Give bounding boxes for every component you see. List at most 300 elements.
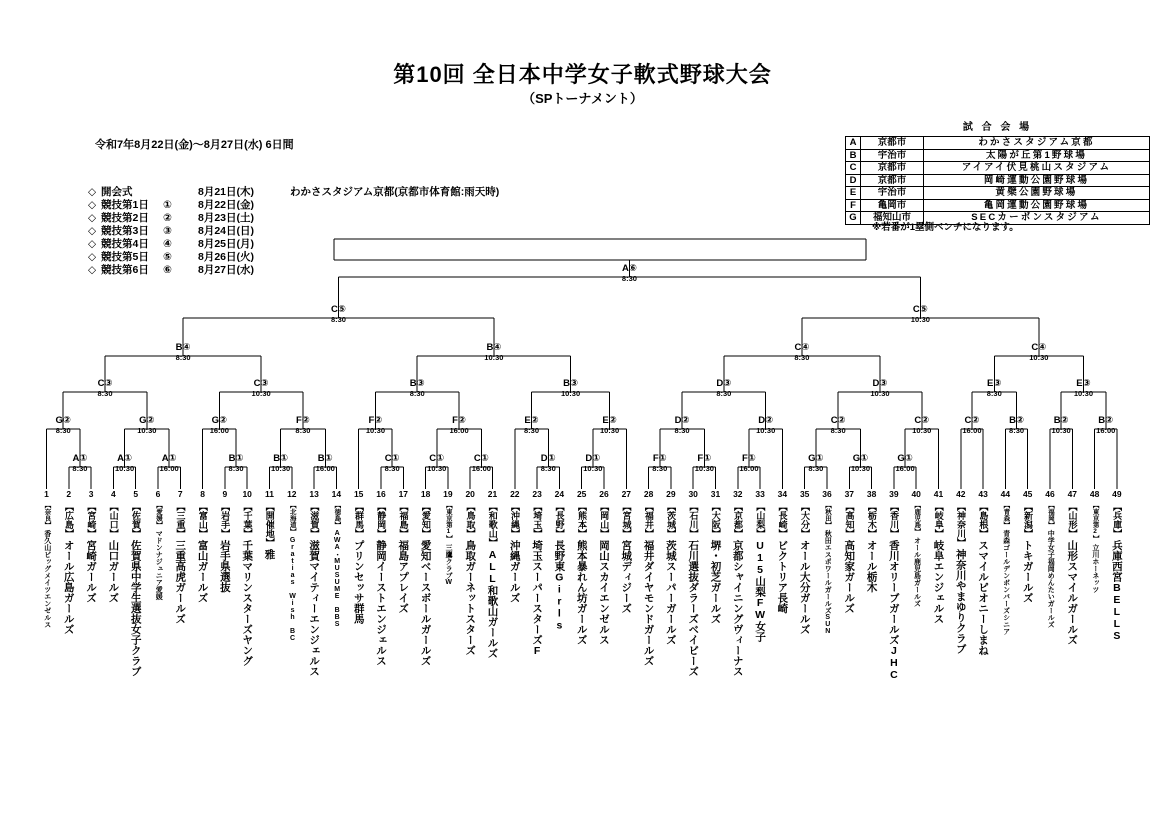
match-round3 — [968, 379, 1020, 398]
team-name: 鳥取ガーネットスターズ — [464, 540, 477, 656]
team-prefecture: 【埼玉】 — [532, 502, 543, 538]
match-code: F① — [652, 453, 667, 464]
team-seed-number: 46 — [1045, 489, 1055, 499]
team-name: 岡山スカイエンゼルス — [598, 540, 610, 645]
team-entry — [459, 489, 481, 656]
schedule-day-number: ① — [163, 198, 172, 211]
match-code: G② — [211, 415, 228, 426]
match-round2 — [584, 416, 636, 435]
team-prefecture: 【静岡】 — [376, 502, 387, 538]
match-time: 10:30 — [1029, 353, 1049, 362]
venue-code: D — [846, 174, 861, 187]
team-name: 埼玉スーパースターズF — [531, 540, 544, 657]
match-code: C④ — [794, 342, 810, 353]
match-code: B③ — [563, 378, 578, 389]
venue-name: わかさスタジアム京都 — [924, 137, 1150, 150]
match-code: G① — [897, 453, 913, 464]
team-prefecture: 【青森】 — [1002, 502, 1010, 528]
match-time: 10:30 — [560, 389, 581, 398]
schedule-label: 競技第3日 — [101, 225, 149, 237]
match-time: 8:30 — [295, 426, 311, 435]
team-entry — [370, 489, 392, 666]
team-seed-number: 29 — [666, 489, 676, 499]
team-name: 秋田エスポワールガールズSUN — [824, 530, 832, 635]
team-name: 香川オリーブガールズJHC — [887, 540, 900, 681]
team-prefecture: 【岐阜】 — [933, 502, 944, 538]
team-prefecture: 【栃木】 — [866, 502, 877, 538]
match-round1 — [299, 454, 351, 473]
team-entry — [147, 489, 169, 600]
match-code: D① — [585, 453, 601, 464]
match-final — [603, 264, 655, 283]
match-code: B③ — [409, 378, 425, 389]
team-name: ビクトリア長崎 — [776, 540, 789, 614]
match-time: 8:30 — [384, 464, 400, 473]
match-code: C① — [384, 453, 400, 464]
team-prefecture: 【鹿児島】 — [913, 502, 921, 535]
match-round2 — [349, 416, 401, 435]
team-entry — [928, 489, 950, 624]
match-time: 16:00 — [739, 464, 759, 473]
team-entry — [883, 489, 905, 681]
team-name: AWA・MUSUME BBS — [333, 530, 341, 628]
team-entry — [325, 489, 347, 628]
match-round4 — [1013, 343, 1065, 362]
schedule-label: 競技第6日 — [101, 264, 149, 276]
team-entry — [303, 489, 325, 677]
team-seed-number: 37 — [844, 489, 855, 499]
team-entry — [392, 489, 414, 614]
team-seed-number: 43 — [978, 489, 988, 499]
team-seed-number: 20 — [465, 489, 475, 499]
match-time: 8:30 — [540, 464, 556, 473]
team-name: 福島アプレイズ — [397, 540, 410, 614]
match-code: C② — [830, 415, 846, 426]
team-prefecture: 【島根】 — [978, 502, 989, 538]
match-time: 10:30 — [583, 464, 603, 473]
team-entry — [526, 489, 548, 657]
team-entry — [437, 489, 459, 586]
match-time: 16:00 — [209, 426, 229, 435]
schedule-date: 8月27日(水) — [198, 264, 255, 276]
team-prefecture: 【秋田】 — [824, 502, 831, 528]
match-round1 — [723, 454, 775, 473]
venue-city: 京都市 — [861, 174, 924, 187]
team-seed-number: 11 — [265, 489, 274, 499]
team-seed-number: 9 — [222, 489, 228, 499]
match-code: D② — [758, 415, 774, 426]
team-prefecture: 【石川】 — [688, 502, 699, 538]
team-seed-number: 22 — [510, 489, 520, 499]
team-seed-number: 25 — [576, 489, 587, 499]
team-name: 高知家ガールズ — [843, 540, 856, 614]
schedule-date: 8月23日(土) — [198, 212, 255, 224]
team-entry — [638, 489, 660, 666]
team-name: オール鹿児島ガールズ — [913, 536, 921, 607]
venue-city: 宇治市 — [861, 149, 924, 162]
match-round1 — [455, 454, 507, 473]
team-name: 兵庫西宮BELLS — [1110, 540, 1123, 642]
match-code: B② — [1053, 415, 1069, 426]
team-entry — [593, 489, 615, 645]
team-entry — [102, 489, 124, 603]
team-prefecture: 【長野】 — [554, 502, 565, 538]
match-round4 — [776, 343, 828, 362]
match-code: F① — [742, 453, 756, 464]
team-name: 立川ホーネッツ — [1091, 543, 1099, 593]
diamond-icon: ◇ — [88, 198, 97, 211]
team-prefecture: 【鳥取】 — [465, 502, 476, 538]
team-prefecture: 【愛媛】 — [155, 502, 162, 528]
schedule-date: 8月22日(金) — [198, 199, 255, 211]
match-code: B② — [1009, 415, 1024, 426]
team-name: 山口ガールズ — [107, 540, 120, 603]
team-entry — [816, 489, 838, 635]
team-seed-number: 5 — [133, 489, 139, 499]
team-name: トキガールズ — [1021, 540, 1034, 603]
team-prefecture: 【香川】 — [889, 502, 900, 538]
team-name: オール栃木 — [865, 540, 878, 593]
team-entry — [994, 489, 1016, 635]
team-prefecture: 【宮崎】 — [86, 502, 97, 538]
team-seed-number: 48 — [1089, 489, 1100, 499]
team-prefecture: 【東京第2】 — [1091, 502, 1099, 542]
match-time: 16:00 — [159, 464, 179, 473]
match-time: 8:30 — [621, 274, 637, 283]
match-time: 10:30 — [1051, 426, 1071, 435]
match-time: 8:30 — [652, 464, 668, 473]
match-round2 — [277, 416, 329, 435]
match-code: C① — [473, 453, 489, 464]
team-seed-number: 32 — [733, 489, 743, 499]
team-entry — [660, 489, 682, 645]
team-name: 千葉マリンスターズヤング — [241, 540, 254, 666]
venue-name: SECカーボンスタジアム — [924, 212, 1150, 225]
team-name: 堺・初芝ガールズ — [709, 540, 722, 624]
team-name: 三鷹クラブW — [445, 543, 453, 586]
team-seed-number: 44 — [1000, 489, 1011, 499]
team-entry — [615, 489, 637, 614]
diamond-icon: ◇ — [88, 224, 97, 237]
team-entry — [504, 489, 526, 603]
team-prefecture: 【千葉】 — [242, 502, 253, 538]
venue-name: 黄檗公園野球場 — [924, 187, 1150, 200]
team-name: 京都シャイニングヴィーナス — [731, 540, 744, 677]
match-time: 10:30 — [912, 426, 932, 435]
team-entry — [36, 489, 58, 628]
team-name: ALL和歌山ガールズ — [486, 549, 499, 659]
match-round5 — [312, 305, 364, 324]
match-code: G① — [808, 453, 824, 464]
venue-city: 宇治市 — [861, 187, 924, 200]
team-prefecture: 【沖縄】 — [510, 502, 521, 538]
schedule-date: 8月25日(月) — [198, 238, 255, 250]
team-prefecture: 【兵庫】 — [1112, 502, 1123, 538]
team-prefecture: 【三重】 — [175, 502, 186, 538]
match-code: C② — [964, 415, 980, 426]
match-time: 10:30 — [756, 426, 776, 435]
team-name: スマイルピオニーしまね — [977, 540, 990, 656]
venue-city: 福知山市 — [861, 212, 924, 225]
schedule-day-number: ⑥ — [163, 263, 172, 276]
team-seed-number: 3 — [88, 489, 94, 499]
match-time: 8:30 — [716, 389, 732, 398]
match-code: C① — [429, 453, 445, 464]
match-code: G② — [55, 415, 71, 426]
match-time: 10:30 — [694, 464, 714, 473]
team-name: U15山梨FW女子 — [754, 540, 767, 642]
venue-name: 太陽が丘第1野球場 — [924, 149, 1150, 162]
match-code: C④ — [1031, 342, 1047, 353]
team-entry — [259, 489, 281, 560]
match-time: 8:30 — [674, 426, 690, 435]
team-prefecture: 【神奈川】 — [956, 502, 967, 547]
page-title: 第10回 全日本中学女子軟式野球大会 — [393, 62, 772, 87]
venue-code: F — [846, 199, 861, 212]
team-name: 岩手県選抜 — [218, 540, 231, 593]
match-time: 16:00 — [962, 426, 982, 435]
venue-note: ※若番が1塁側ベンチになります。 — [872, 222, 1019, 233]
match-round3 — [698, 379, 750, 398]
team-name: 富山ガールズ — [196, 540, 209, 603]
team-name: 長野東Girls — [553, 540, 566, 632]
team-seed-number: 23 — [532, 489, 542, 499]
team-seed-number: 15 — [353, 489, 364, 499]
match-code: D③ — [872, 378, 888, 389]
team-prefecture: 【奈良】 — [43, 502, 51, 528]
team-seed-number: 19 — [443, 489, 453, 499]
team-entry — [236, 489, 258, 666]
team-prefecture: 【茨城】 — [666, 502, 677, 538]
match-time: 16:00 — [471, 464, 491, 473]
team-seed-number: 33 — [755, 489, 765, 499]
match-time: 10:30 — [365, 426, 386, 435]
team-seed-number: 27 — [621, 489, 632, 499]
venue-code: A — [846, 137, 861, 150]
team-prefecture: 【福岡】 — [1047, 502, 1054, 528]
match-code: C② — [914, 415, 930, 426]
team-name: 佐賀県中学生選抜女子クラブ — [129, 540, 142, 677]
schedule-day-number: ② — [163, 211, 172, 224]
match-code: A① — [161, 453, 177, 464]
team-prefecture: 【徳島】 — [333, 502, 341, 528]
match-time: 8:30 — [409, 389, 425, 398]
team-seed-number: 40 — [911, 489, 921, 499]
schedule-day-number: ④ — [163, 237, 172, 250]
diamond-icon: ◇ — [88, 185, 97, 198]
team-name: 中学女子福岡めんたいガールズ — [1047, 530, 1055, 628]
team-seed-number: 4 — [111, 489, 116, 499]
match-code: A① — [72, 453, 88, 464]
schedule-venue: わかさスタジアム京都(京都市体育館:雨天時) — [290, 186, 500, 198]
team-name: 石川選抜ダラーズベイビーズ — [687, 540, 700, 677]
match-code: B① — [317, 453, 333, 464]
team-seed-number: 42 — [956, 489, 966, 499]
team-entry — [1061, 489, 1083, 645]
match-code: F② — [296, 415, 310, 426]
match-time: 10:30 — [910, 315, 930, 324]
schedule-date: 8月24日(日) — [198, 225, 255, 237]
venue-code: B — [846, 149, 861, 162]
team-prefecture: 【山形】 — [1067, 502, 1078, 538]
match-time: 8:30 — [794, 353, 810, 362]
match-time: 8:30 — [830, 426, 846, 435]
match-round2 — [37, 416, 89, 435]
match-round4 — [468, 343, 520, 362]
team-name: プリンセッサ群馬 — [352, 540, 365, 624]
match-round2 — [812, 416, 864, 435]
team-name: 沖縄ガールズ — [508, 540, 521, 603]
team-prefecture: 【開催地】 — [264, 502, 275, 547]
team-name: 岐阜エンジェルス — [932, 540, 945, 624]
team-name: 宮城ディジーズ — [620, 540, 633, 614]
team-seed-number: 49 — [1112, 489, 1122, 499]
match-code: F① — [697, 453, 712, 464]
team-entry — [1084, 489, 1106, 593]
venue-table-heading: 試 合 会 場 — [962, 122, 1033, 133]
match-time: 10:30 — [599, 426, 620, 435]
team-entry — [727, 489, 749, 677]
team-seed-number: 39 — [889, 489, 899, 499]
team-seed-number: 36 — [822, 489, 832, 499]
team-entry — [80, 489, 102, 603]
match-round5 — [894, 305, 946, 324]
match-round1 — [879, 454, 931, 473]
match-time: 8:30 — [55, 426, 71, 435]
match-time: 8:30 — [524, 426, 540, 435]
team-prefecture: 【福井】 — [643, 502, 654, 538]
team-seed-number: 24 — [554, 489, 565, 499]
team-entry — [548, 489, 570, 632]
match-round2 — [656, 416, 708, 435]
team-seed-number: 16 — [376, 489, 386, 499]
match-code: D③ — [716, 378, 732, 389]
team-seed-number: 8 — [200, 489, 205, 499]
match-time: 16:00 — [895, 464, 915, 473]
match-code: A⑥ — [621, 263, 637, 274]
team-prefecture: 【新潟】 — [1022, 502, 1033, 538]
schedule-label: 競技第5日 — [101, 251, 149, 263]
team-prefecture: 【広島】 — [64, 502, 75, 538]
team-name: 宮崎ガールズ — [85, 540, 98, 603]
match-code: C③ — [253, 378, 269, 389]
team-seed-number: 12 — [287, 489, 297, 499]
team-entry — [682, 489, 704, 677]
team-seed-number: 18 — [420, 489, 431, 499]
match-time: 8:30 — [808, 464, 824, 473]
team-entry — [905, 489, 927, 607]
team-name: 熊本暴れん坊ガールズ — [575, 540, 588, 645]
team-seed-number: 13 — [309, 489, 319, 499]
schedule-day-number: ⑤ — [163, 250, 172, 263]
match-code: G① — [852, 453, 869, 464]
diamond-icon: ◇ — [88, 263, 97, 276]
team-name: 静岡イーストエンジェルス — [375, 540, 387, 666]
team-entry — [348, 489, 370, 624]
team-name: オール広島ガールズ — [62, 540, 75, 635]
venue-name: 亀岡運動公園野球場 — [924, 199, 1150, 212]
match-code: B④ — [175, 342, 191, 353]
match-code: B① — [273, 453, 289, 464]
venue-code: C — [846, 162, 861, 175]
match-time: 10:30 — [114, 464, 135, 473]
match-code: C③ — [97, 378, 113, 389]
team-entry — [972, 489, 994, 656]
match-code: G② — [139, 415, 155, 426]
diamond-icon: ◇ — [88, 237, 97, 250]
team-entry — [794, 489, 816, 635]
match-time: 16:00 — [449, 426, 469, 435]
team-prefecture: 【高知】 — [844, 502, 855, 538]
match-round1 — [567, 454, 619, 473]
team-name: Gratias Wish BC — [289, 536, 297, 642]
match-round3 — [854, 379, 906, 398]
match-round2 — [121, 416, 173, 435]
team-seed-number: 35 — [799, 489, 810, 499]
match-time: 8:30 — [228, 464, 244, 473]
match-time: 10:30 — [870, 389, 890, 398]
match-code: D① — [540, 453, 556, 464]
team-seed-number: 28 — [643, 489, 654, 499]
team-prefecture: 【富山】 — [197, 502, 208, 538]
match-code: F② — [452, 415, 466, 426]
match-time: 8:30 — [175, 353, 191, 362]
match-code: B④ — [486, 342, 502, 353]
team-prefecture: 【山梨】 — [755, 502, 766, 538]
team-seed-number: 10 — [242, 489, 252, 499]
team-seed-number: 34 — [777, 489, 788, 499]
team-name: 三重高虎ガールズ — [174, 540, 187, 624]
team-seed-number: 1 — [44, 489, 49, 499]
match-code: E③ — [1076, 378, 1091, 389]
venue-code: G — [846, 212, 861, 225]
team-seed-number: 31 — [710, 489, 721, 499]
team-prefecture: 【大阪】 — [710, 502, 721, 538]
schedule-day-number: ③ — [163, 224, 172, 237]
team-prefecture: 【愛知】 — [420, 502, 431, 538]
venue-city: 亀岡市 — [861, 199, 924, 212]
match-time: 10:30 — [137, 426, 157, 435]
venue-name: アイアイ伏見桃山スタジアム — [924, 162, 1150, 175]
match-round3 — [235, 379, 287, 398]
match-round2 — [193, 416, 245, 435]
match-code: E② — [524, 415, 539, 426]
match-time: 16:00 — [315, 464, 335, 473]
team-entry — [1017, 489, 1039, 603]
team-name: 雅 — [263, 549, 276, 560]
match-time: 16:00 — [1096, 426, 1116, 435]
match-code: C⑤ — [331, 304, 346, 315]
venue-city: 京都市 — [861, 162, 924, 175]
match-round3 — [391, 379, 443, 398]
team-prefecture: 【長崎】 — [777, 502, 788, 538]
team-entry — [482, 489, 504, 659]
team-entry — [1106, 489, 1128, 642]
match-round3 — [1057, 379, 1109, 398]
venue-city: 京都市 — [861, 137, 924, 150]
match-code: D② — [674, 415, 690, 426]
team-entry — [125, 489, 147, 677]
team-name: 香久山ビッグメイツエンゼルス — [43, 530, 51, 628]
schedule-date: 8月21日(木) — [198, 186, 255, 198]
team-name: 愛知ベースボールガールズ — [419, 540, 432, 666]
team-entry — [281, 489, 303, 642]
match-time: 8:30 — [330, 315, 346, 324]
team-prefecture: 【北海道】 — [288, 502, 296, 535]
match-code: A① — [117, 453, 132, 464]
team-prefecture: 【福島】 — [398, 502, 409, 538]
team-seed-number: 2 — [66, 489, 72, 499]
